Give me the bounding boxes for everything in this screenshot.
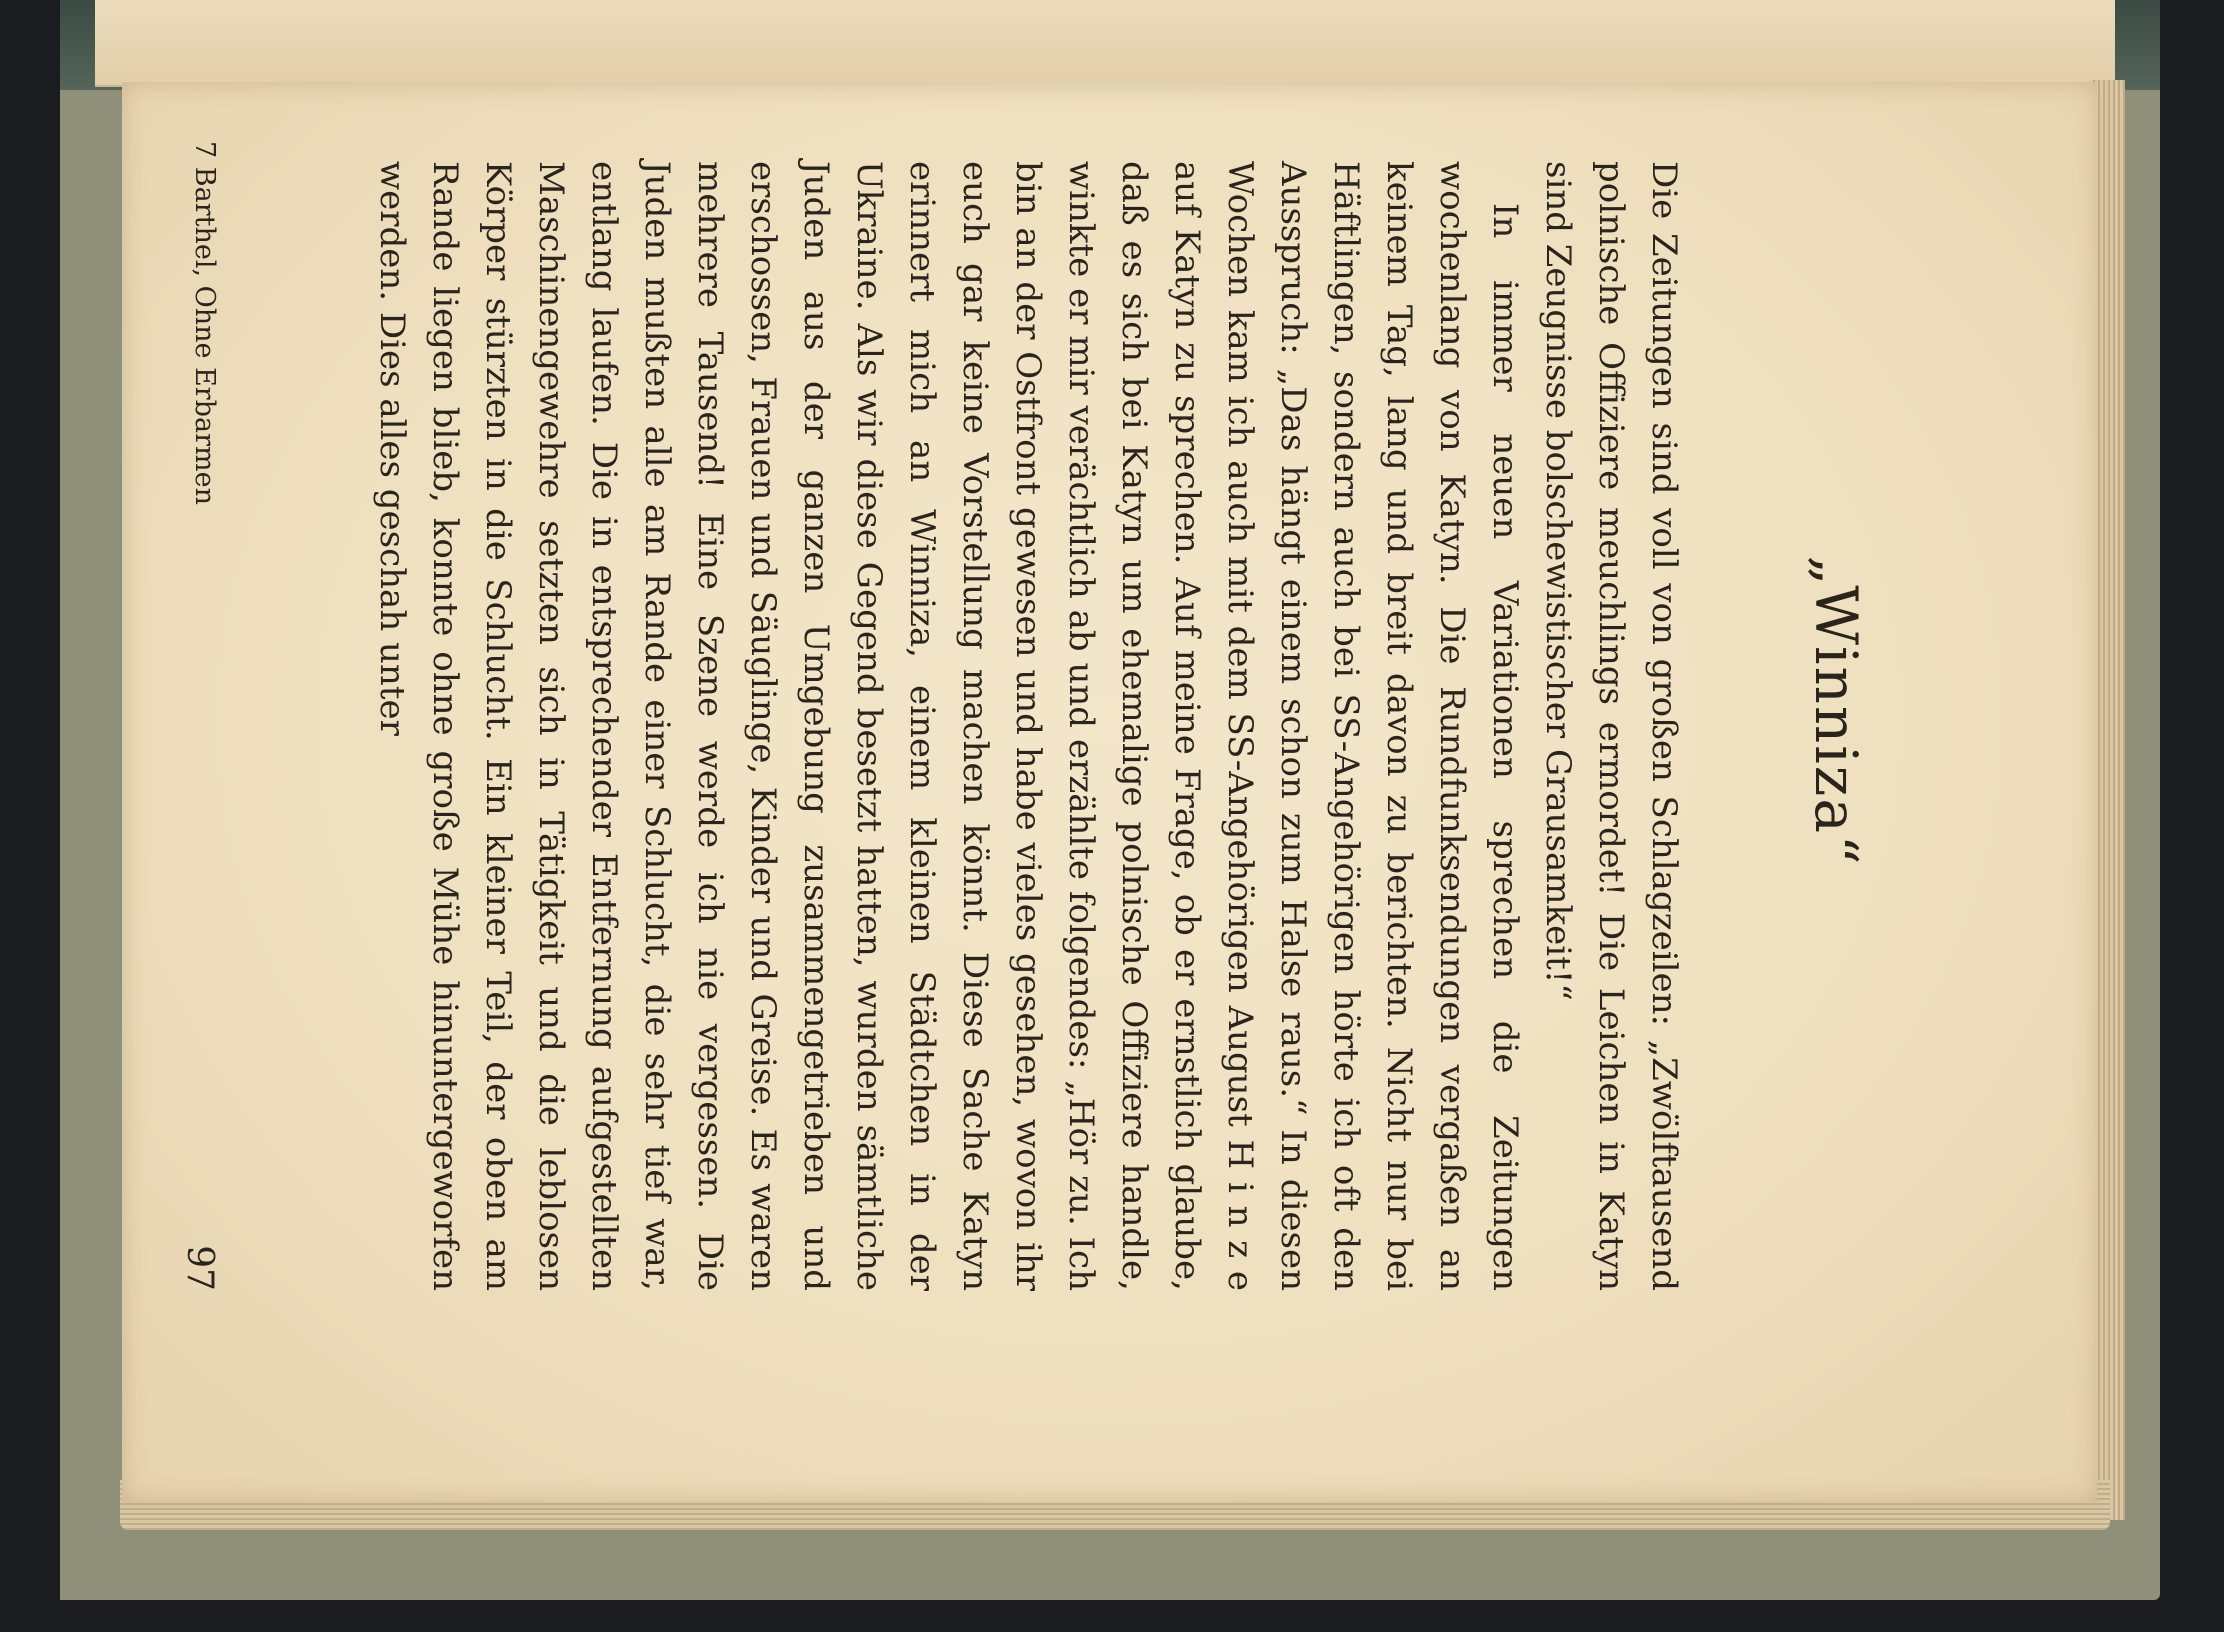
rotated-page-content xyxy=(130,31,2070,1391)
paragraph-1: Die Zeitungen sind voll von großen Schlagzeilen: „Zwölftausend polnische Offiziere meuchlings ermordet! Die Leichen in Katyn sind Zeugnisse bolschewistischer Grausamkeit!“ xyxy=(1538,161,1684,1291)
page-number: 97 xyxy=(179,1245,220,1291)
printer-signature: 7 Barthel, Ohne Erbarmen xyxy=(189,141,220,505)
chapter-heading: „Winniza“ xyxy=(1802,555,1870,867)
page-footer xyxy=(170,141,220,1291)
paragraph-2: In immer neuen Variationen sprechen die Zeitungen wochenlang von Katyn. Die Rundfunksendungen vergaßen an keinem Tag, lang und breit davon zu berichten. Nicht nur bei Häftlingen, sondern auch bei SS-Angehörigen hörte ich oft den Ausspruch: „Das hängt einem schon zum Halse raus.“ In diesen Wochen kam ich auch mit dem SS-Angehörigen August H i n z e auf Katyn zu sprechen. Auf meine Frage, ob er ernstlich glaube, daß es sich bei Katyn um ehemalige polnische Offiziere handle, winkte er mir verächtlich ab und erzählte folgendes: „Hör zu. Ich bin an der Ostfront gewesen und habe vieles gesehen, wovon ihr euch gar keine Vorstellung machen könnt. Diese Sache Katyn erinnert mich an Winniza, einem kleinen Städtchen in der Ukraine. Als wir diese Gegend besetzt hatten, wurden sämtliche Juden aus der ganzen Umgebung zusammengetrieben und erschossen, Frauen und Säuglinge, Kinder und Greise. Es waren mehrere Tausend! Eine Szene werde ich nie vergessen. Die Juden mußten alle am Rande einer Schlucht, die sehr tief war, entlang laufen. Die in entsprechender Entfernung aufgestellten Maschinengewehre setzten sich in Tätigkeit und die leblosen Körper stürzten in die Schlucht. Ein kleiner Teil, der oben am Rande liegen blieb, konnte ohne große Mühe hinuntergeworfen werden. Dies alles geschah unter xyxy=(372,161,1525,1291)
body-text xyxy=(365,161,1690,1291)
